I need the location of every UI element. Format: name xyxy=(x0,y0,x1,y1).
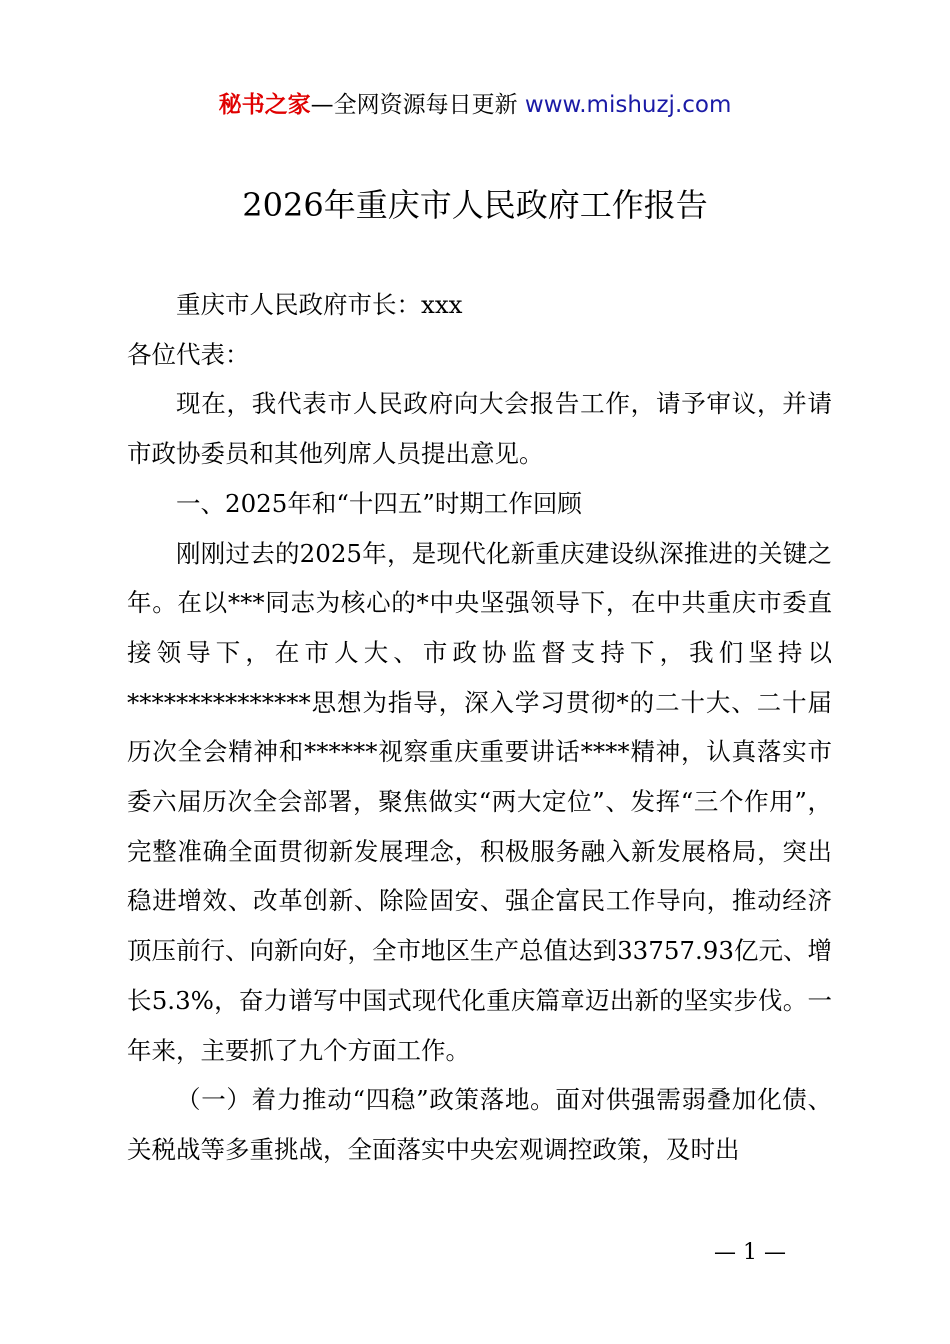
author-line: 重庆市人民政府市长：xxx xyxy=(176,290,463,319)
site-brand: 秘书之家 xyxy=(218,92,311,118)
item-one-paragraph: （一）着力推动“四稳”政策落地。面对供强需弱叠加化债、关税战等多重挑战，全面落实中央宏观调控政策，及时出 xyxy=(127,1085,832,1164)
site-tagline: —全网资源每日更新 xyxy=(310,92,525,118)
review-paragraph: 刚刚过去的2025年，是现代化新重庆建设纵深推进的关键之年。在以***同志为核心的*中央坚强领导下，在中共重庆市委直接领导下，在市人大、市政协监督支持下，我们坚持以***************思想为指导，深入学习贯彻*的二十大、二十届历次全会精神和******视察重庆重要讲话****精神，认真落实市委六届历次全会部署，聚焦做实“两大定位”、发挥“三个作用”，完整准确全面贯彻新发展理念，积极服务融入新发展格局，突出稳进增效、改革创新、除险固安、强企富民工作导向，推动经济顶压前行、向新向好，全市地区生产总值达到33757.93亿元、增长5.3%，奋力谱写中国式现代化重庆篇章迈出新的坚实步伐。一年来，主要抓了九个方面工作。 xyxy=(127,538,832,1065)
site-url-link[interactable]: www.mishuzj.com xyxy=(524,92,732,118)
salutation: 各位代表： xyxy=(127,339,250,369)
section-heading: 一、2025年和“十四五”时期工作回顾 xyxy=(176,488,582,518)
site-header xyxy=(0,88,950,122)
intro-paragraph: 现在，我代表市人民政府向大会报告工作，请予审议，并请市政协委员和其他列席人员提出意见。 xyxy=(127,389,832,469)
page-number: — 1 — xyxy=(714,1240,786,1265)
document-body xyxy=(127,280,832,1175)
document-title: 2026年重庆市人民政府工作报告 xyxy=(242,186,708,224)
